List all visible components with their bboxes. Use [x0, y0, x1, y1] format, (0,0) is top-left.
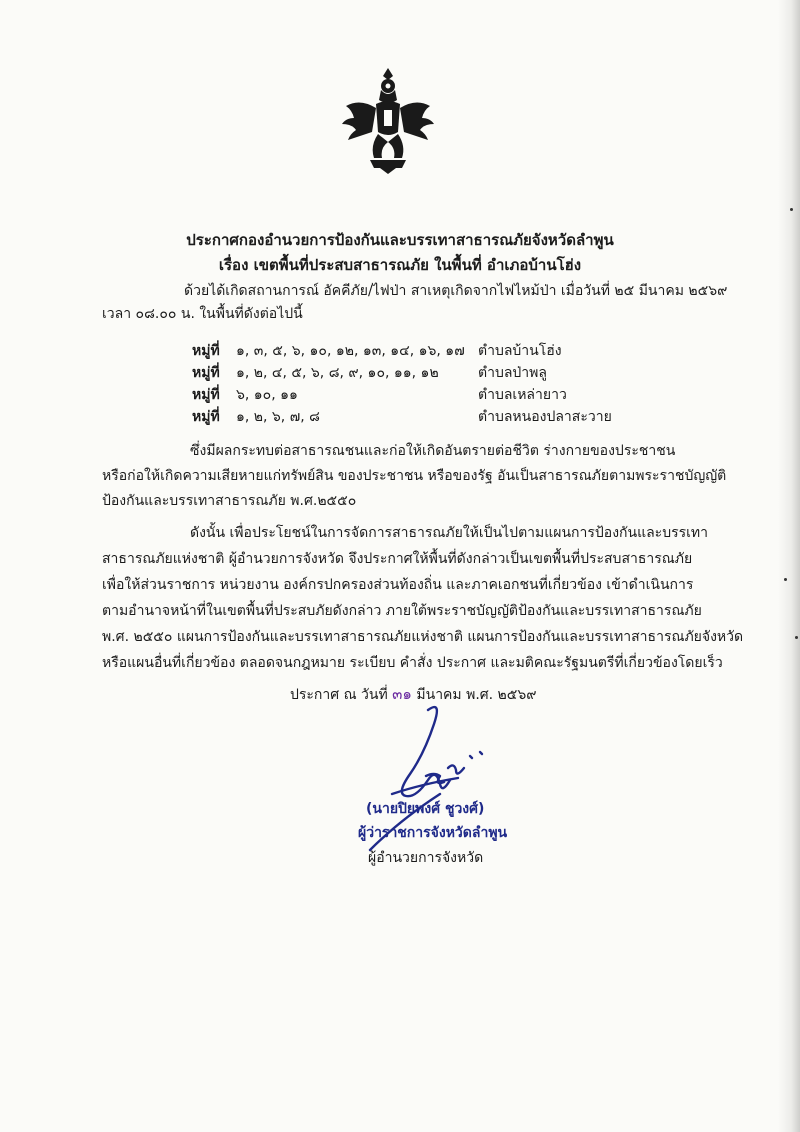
intro-line-1: ด้วยได้เกิดสถานการณ์ อัคคีภัย/ไฟป่า สาเหตุเกิดจากไฟไหม้ป่า เมื่อวันที่ ๒๕ มีนาคม ๒๕๖๙: [184, 283, 728, 299]
area-3-villages: ๖, ๑๐, ๑๑: [236, 387, 298, 403]
area-2-villages: ๑, ๒, ๔, ๕, ๖, ๘, ๙, ๑๐, ๑๑, ๑๒: [236, 365, 439, 381]
area-2-tambon: ตำบลป่าพลู: [478, 365, 547, 381]
intro-line-2: เวลา ๐๘.๐๐ น. ในพื้นที่ดังต่อไปนี้: [102, 306, 303, 322]
scan-speck: [784, 578, 787, 581]
area-4-villages: ๑, ๒, ๖, ๗, ๘: [236, 409, 320, 425]
area-1-villages: ๑, ๓, ๕, ๖, ๑๐, ๑๒, ๑๓, ๑๔, ๑๖, ๑๗: [236, 343, 465, 359]
garuda-emblem-icon: [340, 64, 436, 176]
signatory-position-director: ผู้อำนวยการจังหวัด: [368, 850, 484, 866]
date-suffix: มีนาคม พ.ศ. ๒๕๖๙: [416, 687, 537, 703]
scan-speck: [795, 636, 798, 639]
date-day: ๓๑: [392, 685, 412, 703]
scan-speck: [790, 208, 793, 211]
declaration-line-1: ดังนั้น เพื่อประโยชน์ในการจัดการสาธารณภัยให้เป็นไปตามแผนการป้องกันและบรรเทา: [190, 525, 708, 541]
area-1-moo-label: หมู่ที่: [192, 343, 220, 359]
declaration-line-2: สาธารณภัยแห่งชาติ ผู้อำนวยการจังหวัด จึงประกาศให้พื้นที่ดังกล่าวเป็นเขตพื้นที่ประสบสาธารณภัย: [102, 551, 693, 567]
area-3-tambon: ตำบลเหล่ายาว: [478, 387, 567, 403]
signatory-name: (นายปิยพงศ์ ชูวงศ์): [366, 801, 485, 817]
date-prefix: ประกาศ ณ วันที่: [290, 687, 388, 703]
area-4-moo-label: หมู่ที่: [192, 409, 220, 425]
effect-line-3: ป้องกันและบรรเทาสาธารณภัย พ.ศ.๒๕๕๐: [102, 493, 357, 509]
effect-line-1: ซึ่งมีผลกระทบต่อสาธารณชนและก่อให้เกิดอันตรายต่อชีวิต ร่างกายของประชาชน: [190, 443, 676, 459]
announcement-title: ประกาศกองอำนวยการป้องกันและบรรเทาสาธารณภัยจังหวัดลำพูน: [186, 231, 614, 249]
declaration-line-5: พ.ศ. ๒๕๕๐ แผนการป้องกันและบรรเทาสาธารณภัยแห่งชาติ แผนการป้องกันและบรรเทาสาธารณภัยจังหวัด: [102, 629, 744, 645]
area-1-tambon: ตำบลบ้านโฮ่ง: [478, 343, 562, 359]
area-2-moo-label: หมู่ที่: [192, 365, 220, 381]
area-3-moo-label: หมู่ที่: [192, 387, 220, 403]
effect-line-2: หรือก่อให้เกิดความเสียหายแก่ทรัพย์สิน ของประชาชน หรือของรัฐ อันเป็นสาธารณภัยตามพระราชบัญญัติ: [102, 468, 727, 484]
declaration-line-3: เพื่อให้ส่วนราชการ หน่วยงาน องค์กรปกครองส่วนท้องถิ่น และภาคเอกชนที่เกี่ยวข้อง เข้าดำเนินการ: [102, 577, 694, 593]
declaration-line-6: หรือแผนอื่นที่เกี่ยวข้อง ตลอดจนกฎหมาย ระเบียบ คำสั่ง ประกาศ และมติคณะรัฐมนตรีที่เกี่ยวข้องโดยเร็ว: [102, 655, 723, 671]
scan-edge-shadow: [778, 0, 800, 1132]
area-4-tambon: ตำบลหนองปลาสะวาย: [478, 409, 612, 425]
announcement-subject: เรื่อง เขตพื้นที่ประสบสาธารณภัย ในพื้นที่ อำเภอบ้านโฮ่ง: [218, 256, 582, 274]
declaration-line-4: ตามอำนาจหน้าที่ในเขตพื้นที่ประสบภัยดังกล่าว ภายใต้พระราชบัญญัติป้องกันและบรรเทาสาธารณภัย: [102, 603, 702, 619]
signatory-position-governor: ผู้ว่าราชการจังหวัดลำพูน: [358, 825, 508, 841]
